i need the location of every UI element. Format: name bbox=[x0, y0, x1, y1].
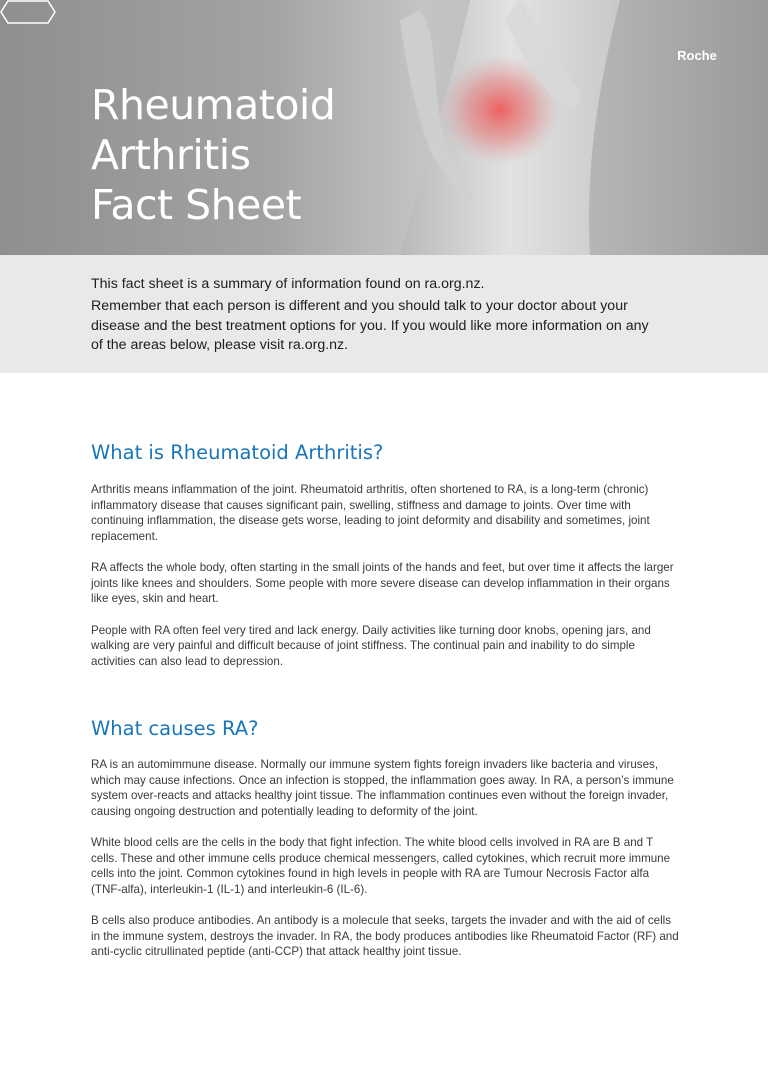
paragraph: People with RA often feel very tired and lack energy. Daily activities like turning door knobs, opening jars, and walking are very painful and difficult because of joint stiffness. The continual pain and inability to do simple activities can also lead to depression. bbox=[91, 623, 651, 668]
section-heading: What is Rheumatoid Arthritis? bbox=[91, 441, 384, 464]
title-line: Fact Sheet bbox=[91, 181, 302, 229]
section-heading: What causes RA? bbox=[91, 717, 259, 740]
paragraph: Arthritis means inflammation of the joint. Rheumatoid arthritis, often shortened to RA, is a long-term (chronic) inflammatory disease that causes significant pain, swelling, stiffness and damage to joints. Over time with continuing inflammation, the disease gets worse, leading to joint deformity and disability and sometimes, joint replacement. bbox=[91, 483, 650, 543]
main-content bbox=[91, 440, 681, 976]
paragraph: B cells also produce antibodies. An antibody is a molecule that seeks, targets the invader and with the aid of cells in the immune system, destroys the invader. In RA, the body produces antibodies like Rheumatoid Factor (RF) and anti-cyclic citrullinated peptide (anti-CCP) that attack healthy joint tissue. bbox=[91, 914, 679, 958]
hero-banner bbox=[0, 0, 768, 255]
page-title bbox=[91, 80, 335, 230]
logo-text: Roche bbox=[677, 48, 717, 63]
section-what-is-ra bbox=[91, 440, 681, 669]
paragraph: RA affects the whole body, often starting in the small joints of the hands and feet, but over time it affects the larger joints like knees and shoulders. Some people with more severe disease can develop inflammation in their organs like eyes, skin and heart. bbox=[91, 561, 674, 605]
paragraph: White blood cells are the cells in the body that fight infection. The white blood cells involved in RA are B and T cells. These and other immune cells produce chemical messengers, called cytokines, which recruit more immune cells into the joint. Common cytokines found in high levels in people with RA are Tumour Necrosis Factor alfa (TNF-alfa), interleukin-1 (IL-1) and interleukin-6 (IL-6). bbox=[91, 836, 671, 896]
section-what-causes-ra bbox=[91, 716, 681, 960]
paragraph: RA is an automimmune disease. Normally our immune system fights foreign invaders like bacteria and viruses, which may cause infections. Once an infection is stopped, the inflammation goes away. In RA, a person’s immune system over-reacts and attacks healthy joint tissue. The inflammation continues even without the foreign invader, causing ongoing destruction and potentially leading to deformity of the joint. bbox=[91, 758, 674, 818]
intro-box bbox=[0, 255, 768, 373]
roche-logo-icon bbox=[0, 0, 56, 24]
intro-line-2: Remember that each person is different and you should talk to your doctor about your disease and the best treatment options for you. If you would like more information on any of the areas below, please visit ra.org.nz. bbox=[91, 298, 649, 353]
title-line: Rheumatoid bbox=[91, 81, 336, 129]
title-line: Arthritis bbox=[91, 131, 251, 179]
intro-line-1: This fact sheet is a summary of information found on ra.org.nz. bbox=[91, 276, 485, 292]
